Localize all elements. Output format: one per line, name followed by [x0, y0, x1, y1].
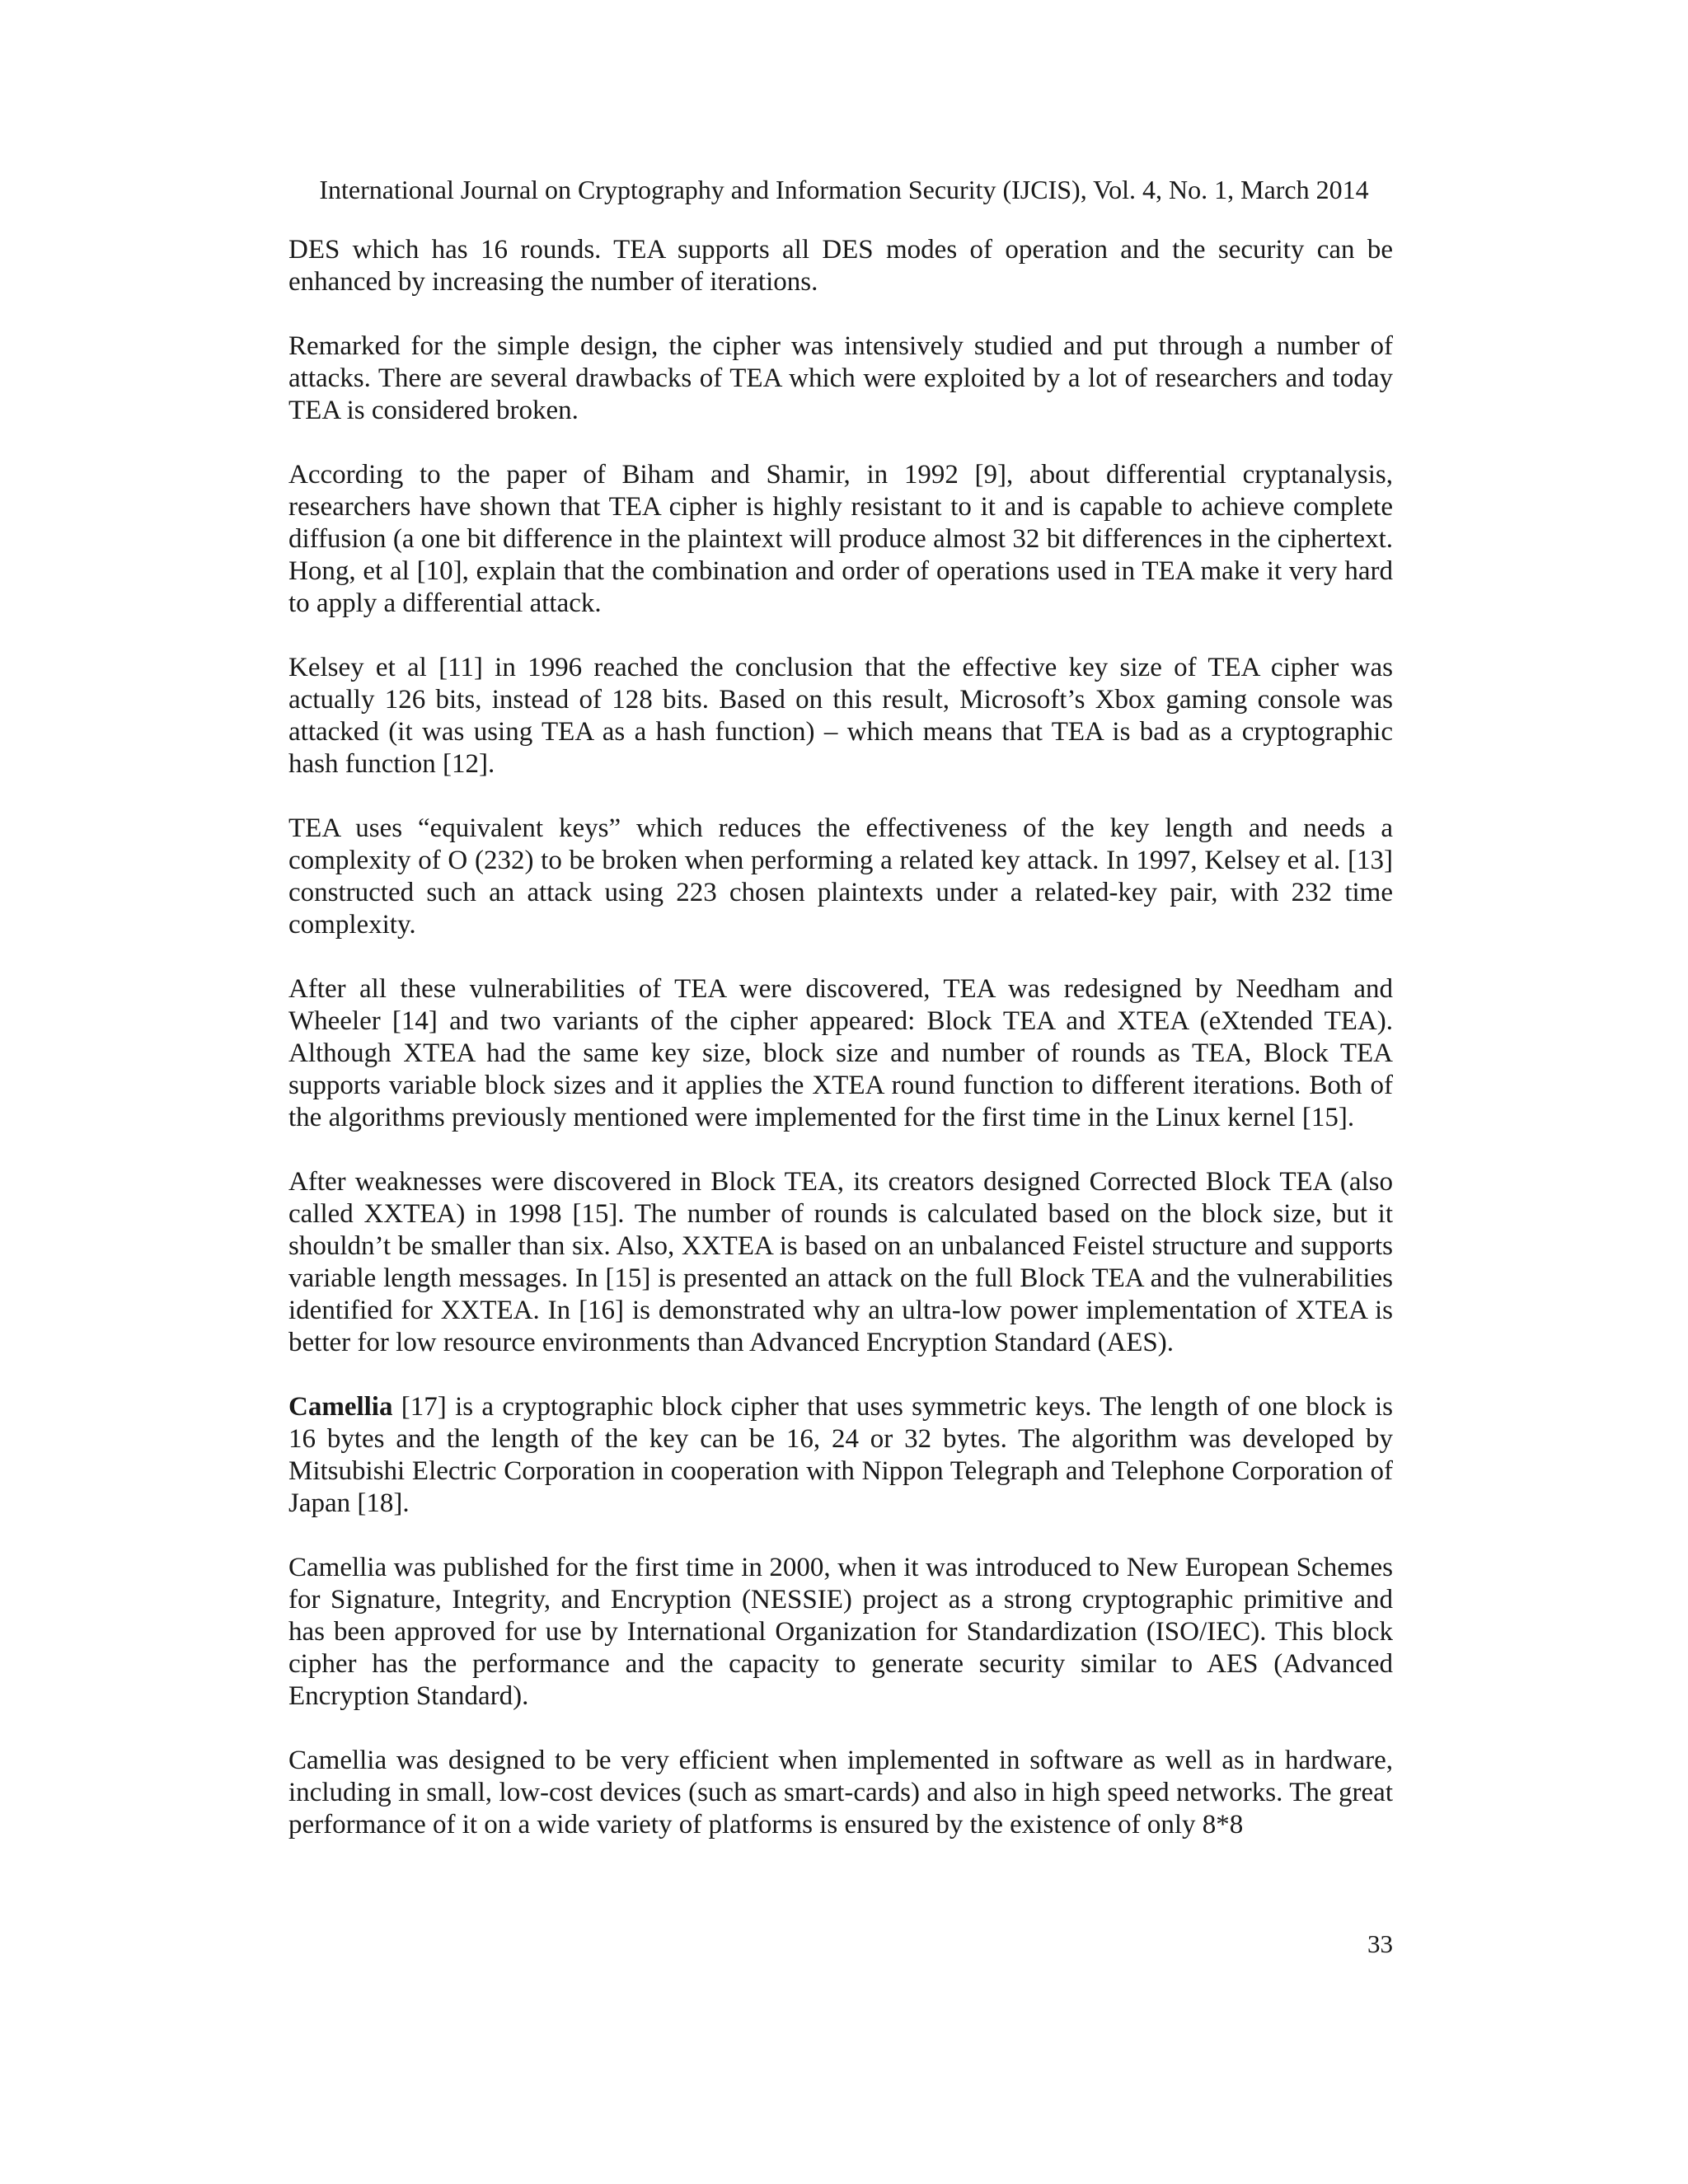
- camellia-term: Camellia: [288, 1392, 393, 1422]
- body-text: [288, 234, 1393, 1841]
- paragraph-xxtea: After weaknesses were discovered in Block TEA, its creators designed Corrected Block TEA (also called XXTEA) in 1998 [15]. The number of rounds is calculated based on the block size, but it shouldn’t be smaller than six. Also, XXTEA is based on an unbalanced Feistel structure and supports variable length messages. In [15] is presented an attack on the full Block TEA and the vulnerabilities identified for XXTEA. In [16] is demonstrated why an ultra-low power implementation of XTEA is better for low resource environments than Advanced Encryption Standard (AES).: [288, 1167, 1393, 1357]
- paragraph-biham-shamir: According to the paper of Biham and Shamir, in 1992 [9], about differential cryptanalysis, researchers have shown that TEA cipher is highly resistant to it and is capable to achieve complete diffusion (a one bit difference in the plaintext will produce almost 32 bit differences in the ciphertext. Hong, et al [10], explain that the combination and order of operations used in TEA make it very hard to apply a differential attack.: [288, 460, 1393, 618]
- paragraph-camellia-intro: [288, 1391, 1393, 1520]
- paragraph-des-rounds: DES which has 16 rounds. TEA supports all DES modes of operation and the security can be enhanced by increasing the number of iterations.: [288, 235, 1393, 297]
- paragraph-kelsey-1996: Kelsey et al [11] in 1996 reached the conclusion that the effective key size of TEA cipher was actually 126 bits, instead of 128 bits. Based on this result, Microsoft’s Xbox gaming console was attacked (it was using TEA as a hash function) – which means that TEA is bad as a cryptographic hash function [12].: [288, 653, 1393, 779]
- running-header: International Journal on Cryptography and Information Security (IJCIS), Vol. 4, No. 1, March 2014: [319, 175, 1369, 204]
- paragraph-equivalent-keys: TEA uses “equivalent keys” which reduces the effectiveness of the key length and needs a complexity of O (232) to be broken when performing a related key attack. In 1997, Kelsey et al. [13] constructed such an attack using 223 chosen plaintexts under a related-key pair, with 232 time complexity.: [288, 813, 1393, 940]
- camellia-intro-text: [17] is a cryptographic block cipher that uses symmetric keys. The length of one block is 16 bytes and the length of the key can be 16, 24 or 32 bytes. The algorithm was developed by Mitsubishi Electric Corporation in cooperation with Nippon Telegraph and Telephone Corporation of Japan [18].: [288, 1392, 1393, 1518]
- paragraph-simple-design: Remarked for the simple design, the cipher was intensively studied and put through a number of attacks. There are several drawbacks of TEA which were exploited by a lot of researchers and today TEA is considered broken.: [288, 331, 1393, 425]
- page-number: 33: [1367, 1929, 1393, 1958]
- paragraph-xtea-variants: After all these vulnerabilities of TEA were discovered, TEA was redesigned by Needham and Wheeler [14] and two variants of the cipher appeared: Block TEA and XTEA (eXtended TEA). Although XTEA had the same key size, block size and number of rounds as TEA, Block TEA supports variable block sizes and it applies the XTEA round function to different iterations. Both of the algorithms previously mentioned were implemented for the first time in the Linux kernel [15].: [288, 974, 1393, 1132]
- paragraph-camellia-efficiency: Camellia was designed to be very efficient when implemented in software as well as in hardware, including in small, low-cost devices (such as smart-cards) and also in high speed networks. The great performance of it on a wide variety of platforms is ensured by the existence of only 8*8: [288, 1746, 1393, 1840]
- paragraph-camellia-nessie: Camellia was published for the first time in 2000, when it was introduced to New European Schemes for Signature, Integrity, and Encryption (NESSIE) project as a strong cryptographic primitive and has been approved for use by International Organization for Standardization (ISO/IEC). This block cipher has the performance and the capacity to generate security similar to AES (Advanced Encryption Standard).: [288, 1553, 1393, 1711]
